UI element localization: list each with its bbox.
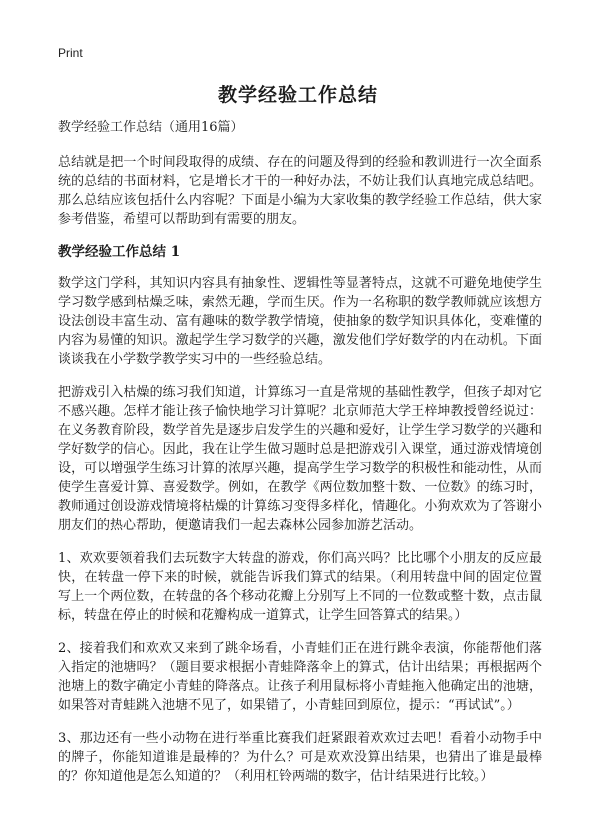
document-subtitle: 教学经验工作总结（通用16篇） — [58, 120, 244, 135]
intro-paragraph: 总结就是把一个时间段取得的成绩、存在的问题及得到的经验和教训进行一次全面系统的总结的书面材料，它是增长才干的一种好办法，不妨让我们认真地完成总结吧。那么总结应该包括什么内容呢？下面是小编为大家收集的教学经验工作总结，供大家参考借鉴，希望可以帮助到有需要的朋友。 — [58, 155, 542, 227]
section-paragraph-1: 数学这门学科，其知识内容具有抽象性、逻辑性等显著特点，这就不可避免地使学生学习数学感到枯燥乏味，索然无趣，学而生厌。作为一名称职的数学教师就应该想方设法创设丰富生动、富有趣味的数学教学情境，使抽象的数学知识具体化，变难懂的内容为易懂的知识。激起学生学习数学的兴趣，激发他们学好数学的内在动机。下面谈谈我在小学数学教学实习中的一些经验总结。 — [58, 276, 542, 367]
section-paragraph-5: 3、那边还有一些小动物在进行举重比赛我们赶紧跟着欢欢过去吧！看着小动物手中的牌子，你能知道谁是最棒的？为什么？可是欢欢没算出结果，也猜出了谁是最棒的？你知道他是怎么知道的？（利用杠铃两端的数字，估计结果进行比较。） — [58, 731, 542, 784]
document-body — [58, 118, 542, 800]
section-paragraph-2: 把游戏引入枯燥的练习我们知道，计算练习一直是常规的基础性教学，但孩子却对它不感兴趣。怎样才能让孩子愉快地学习计算呢？北京师范大学王梓坤教授曾经说过：在义务教育阶段，数学首先是逐步启发学生的兴趣和爱好，让学生学习数学的兴趣和学好数学的信心。因此，我在让学生做习题时总是把游戏引入课堂，通过游戏情境创设，可以增强学生练习计算的浓厚兴趣，提高学生学习数学的积极性和能动性，从而使学生喜爱计算、喜爱数学。例如，在教学《两位数加整十数、一位数》的练习时，教师通过创设游戏情境将枯燥的计算练习变得多样化，情趣化。小狗欢欢为了答谢小朋友们的热心帮助，便邀请我们一起去森林公园参加游艺活动。 — [58, 385, 542, 533]
print-link[interactable]: Print — [58, 46, 83, 60]
section-heading: 教学经验工作总结 1 — [58, 244, 181, 260]
page-title: 教学经验工作总结 — [217, 84, 378, 106]
section-paragraph-4: 2、接着我们和欢欢又来到了跳伞场看，小青蛙们正在进行跳伞表演，你能帮他们落入指定的池塘吗？（题目要求根据小青蛙降落伞上的算式，估计出结果；再根据两个池塘上的数字确定小青蛙的降落点。让孩子利用鼠标将小青蛙拖入他确定出的池塘，如果答对青蛙跳入池塘不见了，如果错了，小青蛙回到原位，提示：“再试试”。） — [58, 641, 542, 713]
section-paragraph-3: 1、欢欢要领着我们去玩数字大转盘的游戏，你们高兴吗？比比哪个小朋友的反应最快，在转盘一停下来的时候，就能告诉我们算式的结果。（利用转盘中间的固定位置写上一个两位数，在转盘的各个移动花瓣上分别写上不同的一位数或整十数，点击鼠标，转盘在停止的时候和花瓣构成一道算式，让学生回答算式的结果。） — [58, 551, 542, 623]
